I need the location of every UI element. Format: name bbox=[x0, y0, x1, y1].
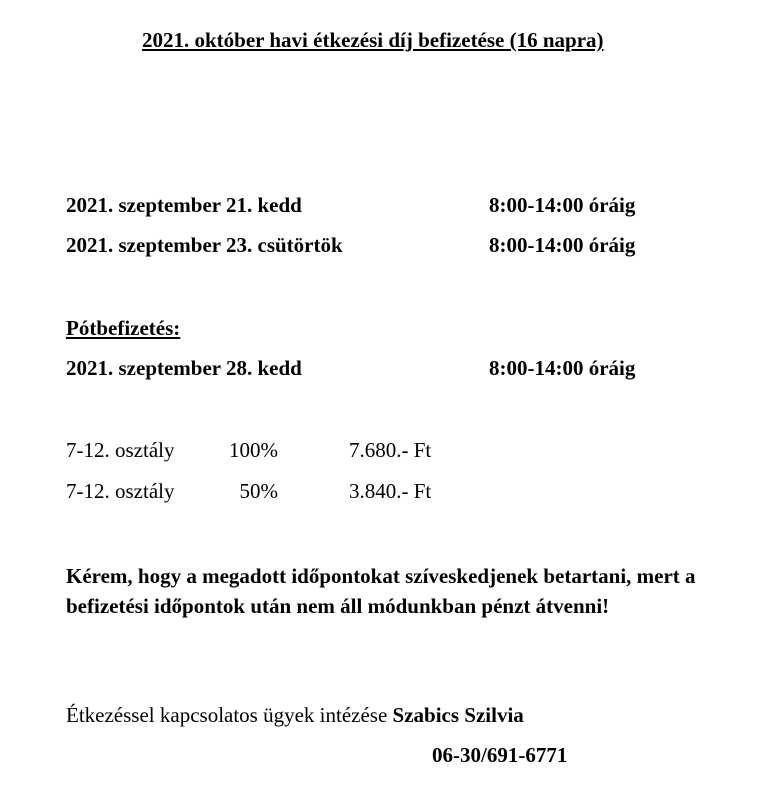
schedule-time: 8:00-14:00 óráig bbox=[489, 233, 636, 257]
fee-class: 7-12. osztály bbox=[66, 479, 175, 503]
notice-paragraph: Kérem, hogy a megadott időpontokat szíveskedjenek betartani, mert a befizetési időpontok után nem áll módunkban pénzt átvenni! bbox=[66, 564, 696, 618]
late-payment-heading: Pótbefizetés: bbox=[66, 316, 181, 340]
fee-class: 7-12. osztály bbox=[66, 438, 175, 462]
contact-label: Étkezéssel kapcsolatos ügyek intézése bbox=[66, 703, 388, 727]
fee-amount: 7.680.- Ft bbox=[349, 438, 432, 462]
schedule-date: 2021. szeptember 23. csütörtök bbox=[66, 233, 343, 257]
page-title: 2021. október havi étkezési díj befizetése (16 napra) bbox=[142, 28, 604, 52]
fee-percent: 50% bbox=[239, 479, 278, 503]
contact-name: Szabics Szilvia bbox=[392, 703, 524, 727]
fee-percent: 100% bbox=[229, 438, 278, 462]
contact-phone: 06-30/691-6771 bbox=[432, 743, 568, 767]
fee-amount: 3.840.- Ft bbox=[349, 479, 432, 503]
schedule-time: 8:00-14:00 óráig bbox=[489, 193, 636, 217]
late-payment-date: 2021. szeptember 28. kedd bbox=[66, 356, 302, 380]
contact-line bbox=[66, 703, 524, 727]
schedule-date: 2021. szeptember 21. kedd bbox=[66, 193, 302, 217]
late-payment-time: 8:00-14:00 óráig bbox=[489, 356, 636, 380]
